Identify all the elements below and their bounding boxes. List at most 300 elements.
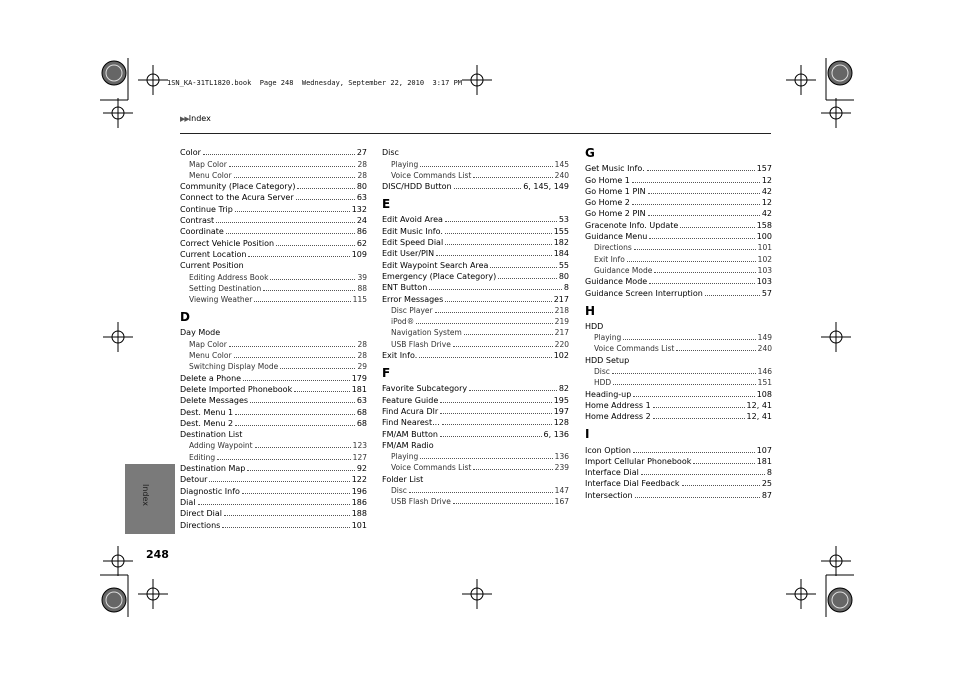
index-entry[interactable] <box>180 214 367 225</box>
index-subentry[interactable] <box>594 376 772 387</box>
entry-label: Correct Vehicle Position <box>180 238 275 248</box>
page-reference-link[interactable]: 188 <box>351 509 367 519</box>
page-reference-link[interactable]: 155 <box>553 226 569 236</box>
page-reference-link[interactable]: 12 <box>761 175 772 185</box>
index-entry[interactable] <box>585 489 772 500</box>
page-reference-link[interactable]: 80 <box>356 182 367 192</box>
dot-leader <box>436 255 552 256</box>
entry-label: Get Music Info. <box>585 164 645 174</box>
index-entry <box>382 473 569 484</box>
page-reference-link[interactable]: 217 <box>554 328 569 338</box>
entry-label: DISC/HDD Button <box>382 182 452 192</box>
entry-label: FM/AM Radio <box>382 440 434 450</box>
page-reference-link[interactable]: 55 <box>558 260 569 270</box>
section-letter: I <box>585 427 590 442</box>
page-reference-link[interactable]: 12, 41 <box>746 400 772 410</box>
dot-leader <box>217 459 351 460</box>
dot-leader <box>654 272 755 273</box>
index-entry <box>180 428 367 439</box>
page-reference-link[interactable]: 39 <box>357 272 367 282</box>
index-subentry[interactable] <box>189 439 367 450</box>
entry-label: ENT Button <box>382 283 428 293</box>
dot-leader <box>612 373 756 374</box>
page-reference-link[interactable]: 29 <box>357 362 367 372</box>
index-entry[interactable] <box>180 394 367 405</box>
page-reference-link[interactable]: 12, 41 <box>746 412 772 422</box>
index-entry[interactable] <box>180 473 367 484</box>
page-reference-link[interactable]: 220 <box>554 339 569 349</box>
dot-leader <box>627 261 756 262</box>
dot-leader <box>216 222 355 223</box>
entry-label: Dest. Menu 2 <box>180 418 234 428</box>
entry-label: FM/AM Button <box>382 429 438 439</box>
entry-label: Switching Display Mode <box>189 362 279 372</box>
index-entry[interactable] <box>180 518 367 529</box>
page-reference-link[interactable]: 184 <box>553 249 569 259</box>
index-entry <box>585 354 772 365</box>
index-entry <box>382 146 569 157</box>
index-entry <box>585 320 772 331</box>
page-reference-link[interactable]: 80 <box>558 271 569 281</box>
page-reference-link[interactable]: 86 <box>356 227 367 237</box>
entry-label: Dest. Menu 1 <box>180 407 234 417</box>
dot-leader <box>440 436 542 437</box>
entry-label: Voice Commands List <box>594 344 675 354</box>
index-entry[interactable] <box>585 455 772 466</box>
index-subentry[interactable] <box>594 241 772 252</box>
entry-label: Continue Trip <box>180 204 233 214</box>
page-reference-link[interactable]: 103 <box>757 265 772 275</box>
index-entry[interactable] <box>585 410 772 421</box>
page-reference-link[interactable]: 147 <box>554 486 569 496</box>
entry-label: USB Flash Drive <box>391 339 451 349</box>
dot-leader <box>635 497 760 498</box>
index-entry[interactable] <box>382 270 569 281</box>
index-subentry[interactable] <box>391 304 569 315</box>
dot-leader <box>297 188 354 189</box>
dot-leader <box>445 233 552 234</box>
index-entry[interactable] <box>382 382 569 393</box>
breadcrumb-arrows-icon: ▶▶ <box>180 115 189 123</box>
index-entry[interactable] <box>382 213 569 224</box>
entry-label: Favorite Subcategory <box>382 384 468 394</box>
index-subentry[interactable] <box>189 270 367 281</box>
page-reference-link[interactable]: 87 <box>761 490 772 500</box>
index-entry[interactable] <box>382 236 569 247</box>
dot-leader <box>653 407 745 408</box>
index-entry[interactable] <box>382 281 569 292</box>
page-reference-link[interactable]: 92 <box>356 464 367 474</box>
index-entry <box>382 439 569 450</box>
dot-leader <box>440 402 551 403</box>
entry-label: Playing <box>391 159 419 169</box>
entry-label: Navigation System <box>391 328 462 338</box>
index-subentry[interactable] <box>391 495 569 506</box>
entry-label: Playing <box>594 333 622 343</box>
dot-leader <box>248 256 349 257</box>
page-reference-link[interactable]: 101 <box>351 520 367 530</box>
index-entry[interactable] <box>382 225 569 236</box>
entry-label: Day Mode <box>180 328 221 338</box>
entry-label: Heading-up <box>585 389 632 399</box>
index-entry[interactable] <box>585 477 772 488</box>
index-entry[interactable] <box>585 387 772 398</box>
dot-leader <box>416 323 552 324</box>
page-number: 248 <box>146 548 169 561</box>
page-reference-link[interactable]: 136 <box>554 452 569 462</box>
dot-leader <box>250 402 355 403</box>
page-reference-link[interactable]: 123 <box>352 441 367 451</box>
index-entry[interactable] <box>180 146 367 157</box>
page-reference-link[interactable]: 167 <box>554 497 569 507</box>
dot-leader <box>680 227 754 228</box>
entry-label: Edit Waypoint Search Area <box>382 260 489 270</box>
entry-label: Delete a Phone <box>180 373 242 383</box>
dot-leader <box>420 458 552 459</box>
page-reference-link[interactable]: 128 <box>553 418 569 428</box>
dot-leader <box>235 425 355 426</box>
index-subentry[interactable] <box>594 365 772 376</box>
index-entry[interactable] <box>180 180 367 191</box>
page-reference-link[interactable]: 158 <box>756 220 772 230</box>
page-reference-link[interactable]: 62 <box>356 238 367 248</box>
side-tab-label: Index <box>141 484 150 507</box>
entry-label: Exit Info. <box>382 351 418 361</box>
index-subentry[interactable] <box>391 169 569 180</box>
dot-leader <box>498 278 557 279</box>
dot-leader <box>464 334 553 335</box>
index-subentry[interactable] <box>189 169 367 180</box>
page-reference-link[interactable]: 218 <box>554 305 569 315</box>
index-entry[interactable] <box>382 405 569 416</box>
entry-label: Emergency (Place Category) <box>382 271 497 281</box>
dot-leader <box>632 204 760 205</box>
dot-leader <box>222 527 349 528</box>
section-letter: D <box>180 310 190 325</box>
entry-label: Import Cellular Phonebook <box>585 456 692 466</box>
index-entry[interactable] <box>585 219 772 230</box>
index-entry[interactable] <box>585 185 772 196</box>
entry-label: Home Address 1 <box>585 400 651 410</box>
index-entry[interactable] <box>180 405 367 416</box>
entry-label: Disc <box>382 148 399 158</box>
page-reference-link[interactable]: 146 <box>757 367 772 377</box>
index-entry[interactable] <box>180 417 367 428</box>
dot-leader <box>453 503 553 504</box>
entry-label: Community (Place Category) <box>180 182 296 192</box>
dot-leader <box>633 452 755 453</box>
index-subentry[interactable] <box>391 450 569 461</box>
index-entry[interactable] <box>382 258 569 269</box>
entry-label: Icon Option <box>585 445 631 455</box>
dot-leader <box>229 166 356 167</box>
page-reference-link[interactable]: 25 <box>761 479 772 489</box>
entry-label: Guidance Mode <box>594 265 653 275</box>
page-reference-link[interactable]: 24 <box>356 216 367 226</box>
index-entry[interactable] <box>382 393 569 404</box>
dot-leader <box>648 193 760 194</box>
page-reference-link[interactable]: 239 <box>554 463 569 473</box>
page-reference-link[interactable]: 6, 136 <box>543 429 569 439</box>
page-reference-link[interactable]: 186 <box>351 497 367 507</box>
page-reference-link[interactable]: 102 <box>553 351 569 361</box>
page-reference-link[interactable]: 217 <box>553 294 569 304</box>
dot-leader <box>473 469 552 470</box>
section-letter: E <box>382 197 391 212</box>
index-entry[interactable] <box>180 371 367 382</box>
index-subentry[interactable] <box>189 338 367 349</box>
page-reference-link[interactable]: 179 <box>351 373 367 383</box>
page-reference-link[interactable]: 122 <box>351 475 367 485</box>
index-entry[interactable] <box>180 507 367 518</box>
entry-label: Interface Dial <box>585 468 639 478</box>
index-subentry[interactable] <box>391 484 569 495</box>
index-entry[interactable] <box>585 162 772 173</box>
index-entry[interactable] <box>382 292 569 303</box>
dot-leader <box>235 414 355 415</box>
section-letter: G <box>585 146 595 160</box>
entry-label: Guidance Menu <box>585 232 648 242</box>
page-reference-link[interactable]: 132 <box>351 204 367 214</box>
index-subentry[interactable] <box>189 157 367 168</box>
page-reference-link[interactable]: 8 <box>563 283 569 293</box>
dot-leader <box>226 233 355 234</box>
dot-leader <box>235 211 350 212</box>
index-entry[interactable] <box>585 443 772 454</box>
entry-label: Editing Address Book <box>189 272 269 282</box>
dot-leader <box>634 249 756 250</box>
dot-leader <box>294 391 350 392</box>
entry-label: USB Flash Drive <box>391 497 451 507</box>
dot-leader <box>473 177 552 178</box>
entry-label: Connect to the Acura Server <box>180 193 294 203</box>
index-entry[interactable] <box>180 225 367 236</box>
dot-leader <box>693 463 754 464</box>
page-reference-link[interactable]: 151 <box>757 378 772 388</box>
dot-leader <box>440 413 552 414</box>
page-reference-link[interactable]: 28 <box>357 351 367 361</box>
dot-leader <box>649 238 754 239</box>
entry-label: Go Home 1 <box>585 175 630 185</box>
dot-leader <box>276 245 355 246</box>
index-entry[interactable] <box>585 173 772 184</box>
dot-leader <box>224 515 350 516</box>
index-entry[interactable] <box>180 462 367 473</box>
index-entry[interactable] <box>382 427 569 438</box>
page-reference-link[interactable]: 28 <box>357 170 367 180</box>
index-entry[interactable] <box>382 180 569 191</box>
index-subentry[interactable] <box>189 282 367 293</box>
entry-label: Directions <box>180 520 221 530</box>
index-entry[interactable] <box>382 416 569 427</box>
index-entry[interactable] <box>585 399 772 410</box>
page-reference-link[interactable]: 88 <box>357 283 367 293</box>
page-reference-link[interactable]: 8 <box>766 468 772 478</box>
dot-leader <box>445 301 551 302</box>
index-subentry[interactable] <box>594 331 772 342</box>
dot-leader <box>247 470 354 471</box>
index-entry[interactable] <box>585 275 772 286</box>
index-entry[interactable] <box>585 196 772 207</box>
dot-leader <box>420 166 552 167</box>
entry-label: Delete Imported Phonebook <box>180 384 293 394</box>
entry-label: HDD <box>585 321 604 331</box>
page-reference-link[interactable]: 107 <box>756 445 772 455</box>
index-entry[interactable] <box>180 203 367 214</box>
entry-label: Gracenote Info. Update <box>585 220 679 230</box>
index-subentry[interactable] <box>594 264 772 275</box>
side-tab <box>125 464 175 534</box>
index-entry[interactable] <box>180 191 367 202</box>
entry-label: Intersection <box>585 490 633 500</box>
entry-label: Diagnostic Info <box>180 486 240 496</box>
index-entry[interactable] <box>180 236 367 247</box>
page-reference-link[interactable]: 127 <box>352 452 367 462</box>
page-reference-link[interactable]: 195 <box>553 395 569 405</box>
entry-label: Current Location <box>180 249 247 259</box>
page-reference-link[interactable]: 100 <box>756 232 772 242</box>
page-reference-link[interactable]: 12 <box>761 198 772 208</box>
entry-label: Feature Guide <box>382 395 439 405</box>
entry-label: Color <box>180 148 201 158</box>
page-reference-link[interactable]: 109 <box>351 249 367 259</box>
index-subentry[interactable] <box>189 293 367 304</box>
page-reference-link[interactable]: 101 <box>757 243 772 253</box>
breadcrumb-label[interactable]: Index <box>188 114 211 123</box>
page-reference-link[interactable]: 28 <box>357 339 367 349</box>
page-reference-link[interactable]: 63 <box>356 396 367 406</box>
entry-label: Adding Waypoint <box>189 441 253 451</box>
entry-label: Menu Color <box>189 170 232 180</box>
dot-leader <box>641 474 765 475</box>
print-header: 1SN_KA-31TL1820.book Page 248 Wednesday, September 22, 2010 3:17 PM <box>167 79 463 87</box>
page-reference-link[interactable]: 102 <box>757 254 772 264</box>
entry-label: iPod® <box>391 317 415 327</box>
page-reference-link[interactable]: 57 <box>761 288 772 298</box>
index-subentry[interactable] <box>189 451 367 462</box>
dot-leader <box>676 350 755 351</box>
dot-leader <box>203 154 355 155</box>
entry-label: Viewing Weather <box>189 295 253 305</box>
page-reference-link[interactable]: 240 <box>554 170 569 180</box>
dot-leader <box>270 279 355 280</box>
dot-leader <box>419 357 551 358</box>
entry-label: Find Nearest... <box>382 418 440 428</box>
page-reference-link[interactable]: 115 <box>352 295 367 305</box>
index-subentry[interactable] <box>594 252 772 263</box>
index-subentry[interactable] <box>189 360 367 371</box>
index-entry[interactable] <box>585 230 772 241</box>
entry-label: Go Home 2 <box>585 198 630 208</box>
index-entry[interactable] <box>382 247 569 258</box>
entry-label: Interface Dial Feedback <box>585 479 680 489</box>
entry-label: Map Color <box>189 159 227 169</box>
page-reference-link[interactable]: 53 <box>558 215 569 225</box>
dot-leader <box>445 221 557 222</box>
dot-leader <box>682 485 760 486</box>
index-subentry[interactable] <box>391 338 569 349</box>
page-reference-link[interactable]: 219 <box>554 317 569 327</box>
entry-label: Home Address 2 <box>585 412 651 422</box>
index-entry[interactable] <box>180 383 367 394</box>
page-reference-link[interactable]: 157 <box>756 164 772 174</box>
dot-leader <box>649 283 755 284</box>
page-reference-link[interactable]: 103 <box>756 277 772 287</box>
page-reference-link[interactable]: 108 <box>756 389 772 399</box>
index-entry[interactable] <box>585 286 772 297</box>
dot-leader <box>296 199 355 200</box>
entry-label: Disc Player <box>391 305 433 315</box>
dot-leader <box>263 290 355 291</box>
page-reference-link[interactable]: 27 <box>356 148 367 158</box>
index-subentry[interactable] <box>391 315 569 326</box>
entry-label: Voice Commands List <box>391 170 472 180</box>
dot-leader <box>647 170 755 171</box>
breadcrumb[interactable] <box>180 114 211 123</box>
index-subentry[interactable] <box>594 342 772 353</box>
entry-label: Go Home 1 PIN <box>585 186 646 196</box>
index-entry[interactable] <box>180 496 367 507</box>
page-reference-link[interactable]: 6, 145, 149 <box>523 182 569 192</box>
entry-label: Setting Destination <box>189 283 262 293</box>
index-subentry[interactable] <box>391 461 569 472</box>
page-reference-link[interactable]: 42 <box>761 186 772 196</box>
index-entry[interactable] <box>382 349 569 360</box>
page-reference-link[interactable]: 182 <box>553 238 569 248</box>
dot-leader <box>255 447 351 448</box>
index-subentry[interactable] <box>189 349 367 360</box>
entry-label: Guidance Screen Interruption <box>585 288 703 298</box>
dot-leader <box>209 481 349 482</box>
index-subentry[interactable] <box>391 326 569 337</box>
page-reference-link[interactable]: 196 <box>351 486 367 496</box>
index-entry[interactable] <box>585 466 772 477</box>
index-entry <box>180 259 367 270</box>
entry-label: Destination Map <box>180 464 246 474</box>
dot-leader <box>453 346 553 347</box>
dot-leader <box>613 384 755 385</box>
page-reference-link[interactable]: 68 <box>356 418 367 428</box>
page-reference-link[interactable]: 63 <box>356 193 367 203</box>
entry-label: Menu Color <box>189 351 232 361</box>
index-subentry[interactable] <box>391 157 569 168</box>
dot-leader <box>254 301 350 302</box>
index-entry[interactable] <box>585 207 772 218</box>
entry-label: Directions <box>594 243 632 253</box>
page-reference-link[interactable]: 82 <box>558 384 569 394</box>
entry-label: Current Position <box>180 261 244 271</box>
entry-label: Error Messages <box>382 294 444 304</box>
dot-leader <box>435 312 553 313</box>
dot-leader <box>633 396 754 397</box>
page-reference-link[interactable]: 145 <box>554 159 569 169</box>
page-reference-link[interactable]: 197 <box>553 406 569 416</box>
page-reference-link[interactable]: 68 <box>356 407 367 417</box>
entry-label: Find Acura Dlr <box>382 406 439 416</box>
dot-leader <box>198 504 350 505</box>
index-entry[interactable] <box>180 248 367 259</box>
page-reference-link[interactable]: 28 <box>357 159 367 169</box>
page-reference-link[interactable]: 42 <box>761 209 772 219</box>
page-reference-link[interactable]: 149 <box>757 333 772 343</box>
page-reference-link[interactable]: 240 <box>757 344 772 354</box>
entry-label: Direct Dial <box>180 509 223 519</box>
header-divider <box>180 133 771 134</box>
page-reference-link[interactable]: 181 <box>756 456 772 466</box>
page-reference-link[interactable]: 181 <box>351 384 367 394</box>
dot-leader <box>234 177 356 178</box>
index-entry[interactable] <box>180 484 367 495</box>
